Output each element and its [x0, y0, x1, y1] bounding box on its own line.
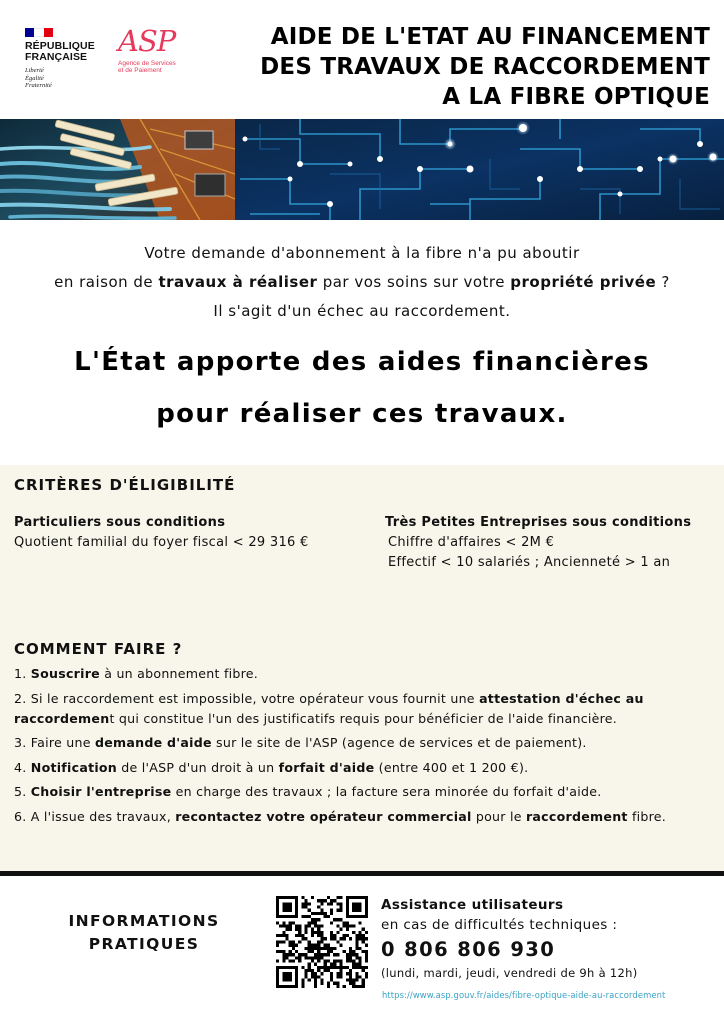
- step-1: 1. Souscrire à un abonnement fibre.: [14, 666, 259, 681]
- rf-motto: Liberté Égalité Fraternité: [25, 67, 52, 89]
- step-6: 6. A l'issue des travaux, recontactez votre opérateur commercial pour le raccordement fibre.: [14, 808, 667, 824]
- criteria-individuals: [14, 513, 374, 553]
- how-to-title: COMMENT FAIRE ?: [14, 640, 183, 658]
- info-line-1: INFORMATIONS: [68, 912, 220, 930]
- eligibility-title: CRITÈRES D'ÉLIGIBILITÉ: [14, 476, 236, 494]
- asp-mark: ASP: [118, 24, 176, 58]
- intro-line-2: en raison de travaux à réaliser par vos soins sur votre propriété privée ?: [54, 273, 670, 291]
- step-2: 2. Si le raccordement est impossible, votre opérateur vous fournit une attestation d'échec au raccordement qui constitue l'un des justificatifs requis pour bénéficier de l'aide financière.: [14, 690, 644, 726]
- headline-line-1: L'État apporte des aides financières: [74, 347, 650, 377]
- assistance-title: Assistance utilisateurs: [381, 897, 564, 913]
- rf-name: RÉPUBLIQUE FRANÇAISE: [25, 40, 95, 63]
- fiber-circuit-banner: [0, 119, 724, 220]
- businesses-condition-2: Effectif < 10 salariés ; Ancienneté > 1 an: [388, 555, 671, 570]
- title-line-1: AIDE DE L'ETAT AU FINANCEMENT: [270, 24, 710, 50]
- asp-subtitle: Agence de Services et de Paiement: [118, 60, 176, 74]
- steps-list: [14, 664, 714, 831]
- assistance-hours: (lundi, mardi, jeudi, vendredi de 9h à 12h): [381, 966, 638, 980]
- french-flag-icon: [25, 28, 53, 37]
- user-assistance: [381, 895, 711, 982]
- practical-info-label: [54, 910, 234, 956]
- criteria-businesses: [385, 513, 721, 573]
- assistance-subtitle: en cas de difficultés techniques :: [381, 917, 618, 933]
- qr-code-icon[interactable]: [276, 896, 368, 988]
- step-5: 5. Choisir l'entreprise en charge des travaux ; la facture sera minorée du forfait d'aide.: [14, 784, 602, 799]
- businesses-condition-1: Chiffre d'affaires < 2M €: [388, 535, 555, 550]
- headline: [0, 336, 724, 440]
- header: [0, 0, 724, 118]
- step-4: 4. Notification de l'ASP d'un droit à un forfait d'aide (entre 400 et 1 200 €).: [14, 759, 529, 775]
- step-3: 3. Faire une demande d'aide sur le site de l'ASP (agence de services et de paiement).: [14, 735, 587, 750]
- asp-logo: [118, 26, 184, 74]
- intro-line-1: Votre demande d'abonnement à la fibre n'a pu aboutir: [144, 244, 580, 262]
- individuals-condition: Quotient familial du foyer fiscal < 29 316 €: [14, 535, 309, 550]
- intro-text: [0, 239, 724, 326]
- info-line-2: PRATIQUES: [88, 935, 200, 953]
- assistance-phone[interactable]: 0 806 806 930: [381, 938, 556, 961]
- footer-divider: [0, 871, 724, 876]
- page-title: [240, 22, 710, 112]
- intro-line-3: Il s'agit d'un échec au raccordement.: [213, 302, 511, 320]
- aid-url-link[interactable]: https://www.asp.gouv.fr/aides/fibre-optique-aide-au-raccordement: [382, 990, 666, 1000]
- fiber-banner-illustration: [0, 119, 724, 220]
- headline-line-2: pour réaliser ces travaux.: [156, 399, 568, 429]
- title-line-2: DES TRAVAUX DE RACCORDEMENT: [260, 54, 710, 80]
- individuals-heading: Particuliers sous conditions: [14, 515, 226, 530]
- businesses-heading: Très Petites Entreprises sous conditions: [385, 515, 692, 530]
- details-section: [0, 465, 724, 871]
- title-line-3: A LA FIBRE OPTIQUE: [442, 84, 710, 110]
- republique-francaise-logo: [25, 28, 105, 90]
